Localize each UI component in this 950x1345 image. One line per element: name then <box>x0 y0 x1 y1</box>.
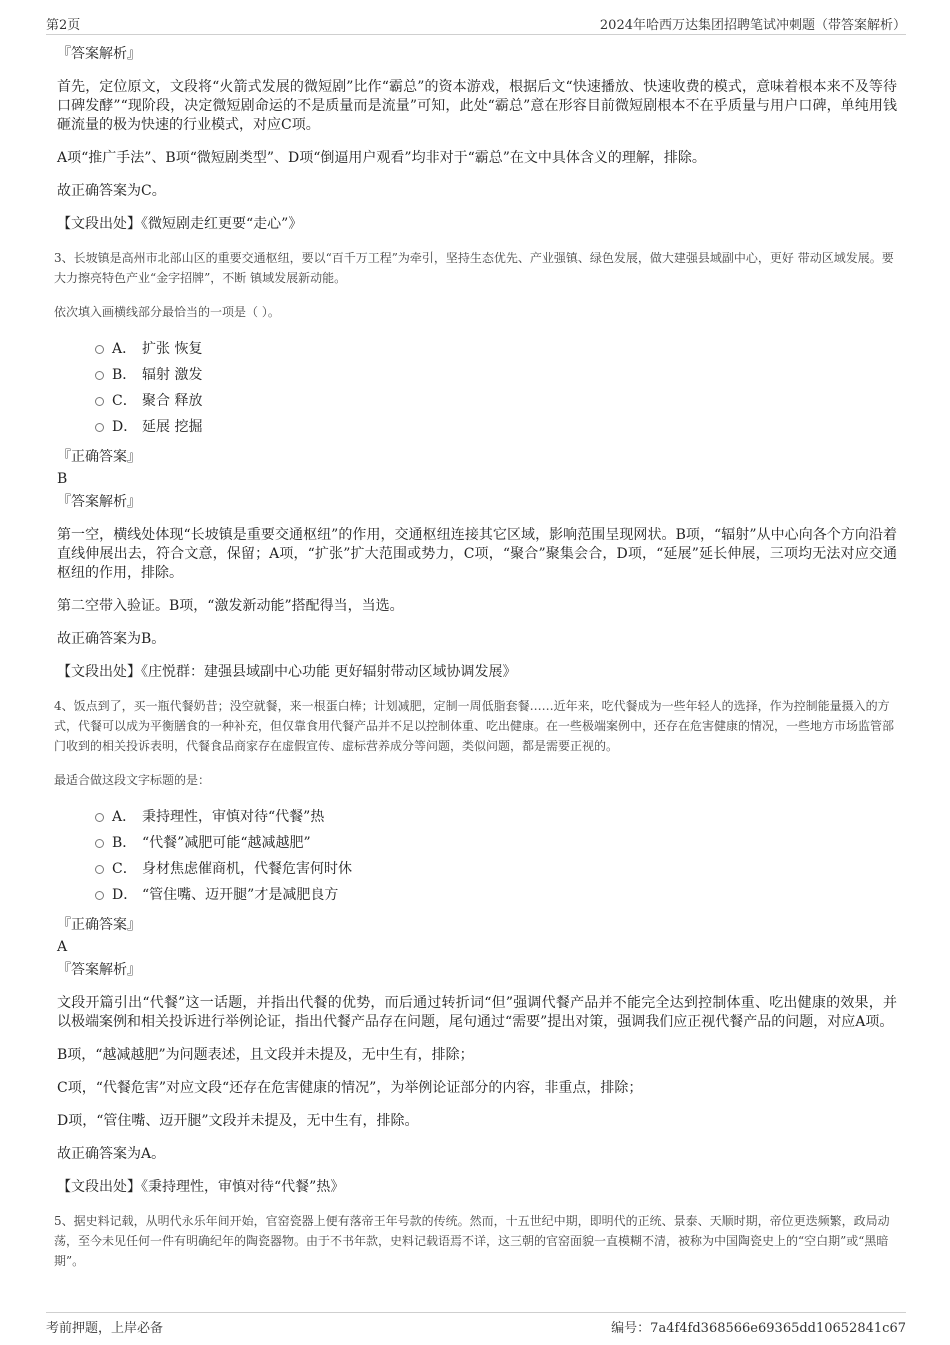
q4-prompt: 最适合做这段文字标题的是： <box>54 773 211 787</box>
q4-stem: 4、饭点到了，买一瓶代餐奶昔；没空就餐，来一根蛋白棒；计划减肥，定制一周低脂套餐……近年来，吃代餐成为一些年轻人的选择，作为控制能量摄入的方式，代餐可以成为平衡膳食的一种补充，但仅靠食用代餐产品并不足以控制体重、吃出健康。在一些极端案例中，还存在危害健康的情况，一些地方市场监管部门收到的相关投诉表明，代餐食品商家存在虚假宣传、虚标营养成分等问题，类似问题，都是需要正视的。 <box>54 699 895 753</box>
q2-analysis-p1: 首先，定位原文，文段将“火箭式发展的微短剧”比作“霸总”的资本游戏，根据后文“快速播放、快速收费的模式，意味着根本来不及等待口碑发酵”“现阶段，决定微短剧命运的不是质量而是流量”可知，此处“霸总”意在形容目前微短剧根本不在乎质量与用户口碑，单纯用钱砸流量的极为快速的行业模式，对应C项。 <box>57 79 897 133</box>
q3-answer: B <box>57 471 68 487</box>
analysis-label: 『答案解析』 <box>57 46 141 62</box>
q4-option-b[interactable]: B． “代餐”减肥可能“越减越肥” <box>95 830 897 856</box>
page-number: 第2页 <box>46 18 81 33</box>
q2-source: 【文段出处】《微短剧走红更要“走心”》 <box>57 216 303 232</box>
q3-prompt: 依次填入画横线部分最恰当的一项是（ ）。 <box>54 305 280 319</box>
q4-analysis-p1: 文段开篇引出“代餐”这一话题，并指出代餐的优势，而后通过转折词“但”强调代餐产品并不能完全达到控制体重、吃出健康的效果，并以极端案例和相关投诉进行举例论证，指出代餐产品存在问题，尾句通过“需要”提出对策，强调我们应正视代餐产品的问题，对应A项。 <box>57 995 897 1030</box>
radio-icon[interactable] <box>95 891 104 900</box>
q3-stem: 3、长坡镇是高州市北部山区的重要交通枢纽，要以“百千万工程”为牵引，坚持生态优先、产业强镇、绿色发展，做大建强县域副中心，更好 带动区域发展。要大力擦亮特色产业“金字招牌”，不断 镇域发展新动能。 <box>54 251 894 285</box>
correct-answer-label: 『正确答案』 <box>57 917 141 933</box>
correct-answer-label: 『正确答案』 <box>57 449 141 465</box>
document-body <box>54 44 897 1271</box>
q3-options <box>95 336 897 440</box>
analysis-label: 『答案解析』 <box>57 962 141 978</box>
q3-analysis-p3: 故正确答案为B。 <box>57 631 166 647</box>
radio-icon[interactable] <box>95 423 104 432</box>
document-title: 2024年哈西万达集团招聘笔试冲刺题（带答案解析） <box>599 18 906 33</box>
q4-option-a[interactable]: A． 秉持理性，审慎对待“代餐”热 <box>95 804 897 830</box>
q4-analysis-p5: 故正确答案为A。 <box>57 1146 166 1162</box>
radio-icon[interactable] <box>95 345 104 354</box>
q3-analysis-p2: 第二空带入验证。B项，“激发新动能”搭配得当，当选。 <box>57 598 404 614</box>
analysis-label: 『答案解析』 <box>57 494 141 510</box>
radio-icon[interactable] <box>95 371 104 380</box>
page-footer <box>46 1312 906 1336</box>
q4-answer: A <box>57 939 68 955</box>
q4-source: 【文段出处】《秉持理性，审慎对待“代餐”热》 <box>57 1179 345 1195</box>
q3-option-b[interactable]: B． 辐射 激发 <box>95 362 897 388</box>
q4-option-d[interactable]: D． “管住嘴、迈开腿”才是减肥良方 <box>95 882 897 908</box>
q4-analysis-p4: D项，“管住嘴、迈开腿”文段并未提及，无中生有，排除。 <box>57 1113 419 1129</box>
q4-analysis-p2: B项，“越减越肥”为问题表述，且文段并未提及，无中生有，排除； <box>57 1047 474 1063</box>
radio-icon[interactable] <box>95 813 104 822</box>
q4-analysis-p3: C项，“代餐危害”对应文段“还存在危害健康的情况”，为举例论证部分的内容，非重点，排除； <box>57 1080 643 1096</box>
q4-option-c[interactable]: C． 身材焦虑催商机，代餐危害何时休 <box>95 856 897 882</box>
q4-options <box>95 804 897 908</box>
page-header <box>46 14 906 35</box>
footer-slogan: 考前押题，上岸必备 <box>46 1321 164 1336</box>
q2-analysis-p3: 故正确答案为C。 <box>57 183 166 199</box>
q3-source: 【文段出处】《庄悦群：建强县域副中心功能 更好辐射带动区域协调发展》 <box>57 664 517 680</box>
q3-analysis-p1: 第一空，横线处体现“长坡镇是重要交通枢纽”的作用，交通枢纽连接其它区域，影响范围呈现网状。B项，“辐射”从中心向各个方向沿着直线伸展出去，符合文意，保留；A项，“扩张”扩大范围或势力，C项，“聚合”聚集会合，D项，“延展”延长伸展，三项均无法对应交通枢纽的作用，排除。 <box>57 527 897 581</box>
q5-stem: 5、据史料记载，从明代永乐年间开始，官窑瓷器上便有落帝王年号款的传统。然而，十五世纪中期，即明代的正统、景泰、天顺时期，帝位更迭频繁，政局动荡，至今未见任何一件有明确纪年的陶瓷器物。由于不书年款，史料记载语焉不详，这三朝的官窑面貌一直模糊不清，被称为中国陶瓷史上的“空白期”或“黑暗期”。 <box>54 1214 890 1268</box>
radio-icon[interactable] <box>95 397 104 406</box>
q3-option-d[interactable]: D． 延展 挖掘 <box>95 414 897 440</box>
q2-analysis-p2: A项“推广手法”、B项“微短剧类型”、D项“倒逼用户观看”均非对于“霸总”在文中具体含义的理解，排除。 <box>57 150 706 166</box>
document-code: 编号：7a4f4fd368566e69365dd10652841c67 <box>611 1321 906 1336</box>
radio-icon[interactable] <box>95 865 104 874</box>
q3-option-a[interactable]: A． 扩张 恢复 <box>95 336 897 362</box>
radio-icon[interactable] <box>95 839 104 848</box>
q3-option-c[interactable]: C． 聚合 释放 <box>95 388 897 414</box>
